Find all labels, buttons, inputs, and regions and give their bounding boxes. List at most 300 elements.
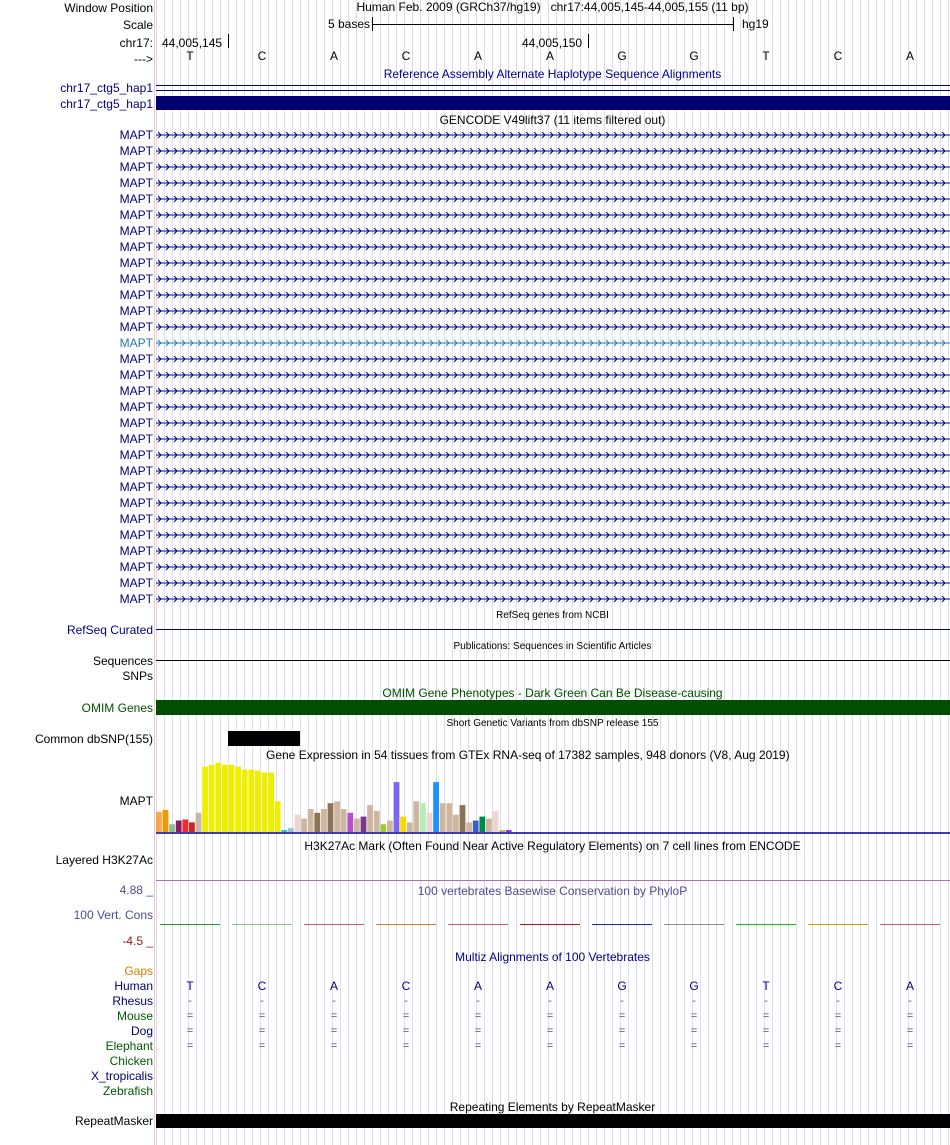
- grid-line: [892, 0, 893, 1145]
- alignment-char: -: [476, 995, 480, 1007]
- alignment-char: -: [404, 995, 408, 1007]
- gtex-tissue-bar: [163, 810, 169, 832]
- grid-line: [188, 0, 189, 1145]
- gencode-label[interactable]: MAPT: [119, 432, 153, 446]
- gtex-tissue-bar: [380, 824, 386, 832]
- grid-line: [932, 0, 933, 1145]
- gencode-label[interactable]: MAPT: [119, 176, 153, 190]
- gtex-tissue-bar: [308, 809, 314, 832]
- alignment-char: =: [474, 1010, 482, 1022]
- alignment-char: =: [402, 1025, 410, 1037]
- grid-line: [524, 0, 525, 1145]
- grid-line: [332, 0, 333, 1145]
- gencode-label[interactable]: MAPT: [119, 304, 153, 318]
- grid-line: [660, 0, 661, 1145]
- gencode-label[interactable]: MAPT: [119, 208, 153, 222]
- refseq-label[interactable]: RefSeq Curated: [66, 623, 153, 637]
- gencode-label[interactable]: MAPT: [119, 560, 153, 574]
- alt-haplotype-title: Reference Assembly Alternate Haplotype Sequence Alignments: [383, 67, 722, 81]
- h3k27ac-label[interactable]: Layered H3K27Ac: [55, 853, 153, 867]
- h3k27ac-title: H3K27Ac Mark (Often Found Near Active Regulatory Elements) on 7 cell lines from ENCODE: [304, 839, 801, 853]
- grid-line: [244, 0, 245, 1145]
- alignment-char: =: [834, 1040, 842, 1052]
- alignment-char: T: [186, 979, 194, 993]
- scale-db: hg19: [742, 17, 769, 31]
- grid-line: [764, 0, 765, 1145]
- scale-bar: [372, 24, 733, 25]
- grid-line: [900, 0, 901, 1145]
- grid-line: [780, 0, 781, 1145]
- gencode-transcript-track[interactable]: [156, 371, 950, 379]
- gencode-label[interactable]: MAPT: [119, 496, 153, 510]
- alt-haplotype-track-1[interactable]: [156, 85, 950, 91]
- alignment-char: -: [548, 995, 552, 1007]
- alignment-char: T: [762, 979, 770, 993]
- gencode-label[interactable]: MAPT: [119, 288, 153, 302]
- gencode-transcript-track[interactable]: [156, 259, 950, 267]
- gtex-tissue-bar: [413, 801, 419, 832]
- alignment-char: G: [689, 979, 699, 993]
- grid-line: [324, 0, 325, 1145]
- gtex-title: Gene Expression in 54 tissues from GTEx RNA-seq of 17382 samples, 948 donors (V8, Aug 2019): [266, 748, 790, 762]
- gencode-label[interactable]: MAPT: [119, 576, 153, 590]
- alignment-char: =: [258, 1010, 266, 1022]
- multiz-species-label[interactable]: Elephant: [105, 1039, 153, 1053]
- phylop-min: -4.5 _: [122, 934, 153, 948]
- grid-line: [412, 0, 413, 1145]
- alignment-char: =: [546, 1025, 554, 1037]
- alt-haplotype-label-2[interactable]: chr17_ctg5_hap1: [60, 97, 153, 111]
- grid-line: [276, 0, 277, 1145]
- grid-line: [940, 0, 941, 1145]
- gencode-label[interactable]: MAPT: [119, 480, 153, 494]
- base: C: [833, 49, 843, 63]
- grid-line: [476, 0, 477, 1145]
- phylop-score-mark: [664, 924, 724, 925]
- h3k27ac-baseline: [156, 880, 950, 881]
- grid-line: [308, 0, 309, 1145]
- base: A: [473, 49, 482, 63]
- grid-line: [492, 0, 493, 1145]
- gencode-label[interactable]: MAPT: [119, 512, 153, 526]
- gtex-tissue-bar: [268, 773, 274, 833]
- gencode-transcript-track[interactable]: [156, 163, 950, 171]
- grid-line: [572, 0, 573, 1145]
- alignment-char: =: [906, 1025, 914, 1037]
- gtex-tissue-bar: [328, 803, 334, 832]
- gencode-label[interactable]: MAPT: [119, 416, 153, 430]
- gencode-transcript-track[interactable]: [156, 323, 950, 331]
- grid-line: [500, 0, 501, 1145]
- grid-line: [284, 0, 285, 1145]
- gencode-label[interactable]: MAPT: [119, 160, 153, 174]
- gencode-transcript-track[interactable]: [156, 419, 950, 427]
- phylop-score-mark: [160, 924, 220, 925]
- phylop-score-mark: [592, 924, 652, 925]
- grid-line: [628, 0, 629, 1145]
- position-left: 44,005,145: [162, 36, 223, 50]
- gencode-label[interactable]: MAPT: [119, 352, 153, 366]
- grid-line: [420, 0, 421, 1145]
- gencode-transcript-track[interactable]: [156, 339, 950, 347]
- phylop-score-mark: [232, 924, 292, 925]
- grid-line: [772, 0, 773, 1145]
- base: C: [401, 49, 411, 63]
- gencode-transcript-track[interactable]: [156, 355, 950, 363]
- gencode-transcript-track[interactable]: [156, 563, 950, 571]
- gtex-tissue-bar: [354, 819, 360, 832]
- grid-line: [748, 0, 749, 1145]
- repeatmasker-track[interactable]: [156, 1114, 950, 1128]
- grid-line: [836, 0, 837, 1145]
- alignment-char: -: [332, 995, 336, 1007]
- gtex-tissue-bar: [367, 805, 373, 832]
- gtex-tissue-bar: [314, 813, 320, 832]
- grid-line: [348, 0, 349, 1145]
- gtex-tissue-bar: [262, 773, 268, 833]
- grid-line: [516, 0, 517, 1145]
- gtex-tissue-bar: [301, 819, 307, 832]
- grid-line: [788, 0, 789, 1145]
- grid-line: [916, 0, 917, 1145]
- grid-line: [436, 0, 437, 1145]
- grid-line: [884, 0, 885, 1145]
- gencode-label[interactable]: MAPT: [119, 464, 153, 478]
- grid-line: [172, 0, 173, 1145]
- gtex-tissue-bar: [347, 813, 353, 832]
- gencode-transcript-track[interactable]: [156, 451, 950, 459]
- base: A: [329, 49, 338, 63]
- grid-line: [532, 0, 533, 1145]
- gencode-transcript-track[interactable]: [156, 387, 950, 395]
- gtex-tissue-bar: [281, 830, 287, 832]
- grid-line: [204, 0, 205, 1145]
- multiz-species-label[interactable]: Dog: [130, 1024, 153, 1038]
- gtex-tissue-bar: [499, 830, 505, 832]
- gtex-tissue-bar: [440, 803, 446, 832]
- gencode-label[interactable]: MAPT: [119, 336, 153, 350]
- grid-line: [196, 0, 197, 1145]
- grid-line: [540, 0, 541, 1145]
- gencode-label[interactable]: MAPT: [119, 592, 153, 606]
- grid-line: [444, 0, 445, 1145]
- gencode-transcript-track[interactable]: [156, 227, 950, 235]
- base: G: [689, 49, 699, 63]
- alignment-char: =: [474, 1025, 482, 1037]
- gtex-tissue-bar: [394, 782, 400, 832]
- gencode-label[interactable]: MAPT: [119, 368, 153, 382]
- alignment-char: =: [402, 1010, 410, 1022]
- grid-line: [428, 0, 429, 1145]
- gencode-transcript-track[interactable]: [156, 211, 950, 219]
- grid-line: [796, 0, 797, 1145]
- gtex-tissue-bar: [235, 767, 241, 832]
- grid-line: [700, 0, 701, 1145]
- grid-line: [868, 0, 869, 1145]
- grid-line: [636, 0, 637, 1145]
- alignment-char: =: [690, 1040, 698, 1052]
- grid-line: [724, 0, 725, 1145]
- grid-line: [380, 0, 381, 1145]
- gencode-transcript-track[interactable]: [156, 403, 950, 411]
- gtex-tissue-bar: [295, 815, 301, 832]
- gtex-tissue-bar: [189, 822, 195, 832]
- grid-line: [908, 0, 909, 1145]
- multiz-species-label[interactable]: Mouse: [116, 1009, 153, 1023]
- gtex-tissue-bar: [255, 771, 261, 832]
- omim-track[interactable]: [156, 700, 950, 715]
- alignment-char: G: [617, 979, 627, 993]
- grid-line: [484, 0, 485, 1145]
- alignment-char: =: [186, 1025, 194, 1037]
- grid-line: [740, 0, 741, 1145]
- gtex-tissue-bar: [427, 813, 433, 832]
- alignment-char: =: [834, 1010, 842, 1022]
- scale-bar-right-tick: [733, 17, 734, 31]
- gencode-transcript-track[interactable]: [156, 515, 950, 523]
- gtex-tissue-bar: [486, 819, 492, 832]
- grid-line: [604, 0, 605, 1145]
- phylop-score-mark: [880, 924, 940, 925]
- gtex-chart[interactable]: [156, 760, 950, 835]
- gtex-tissue-bar: [420, 803, 426, 832]
- publications-track[interactable]: [156, 660, 950, 661]
- gencode-transcript-track[interactable]: [156, 499, 950, 507]
- gencode-title: GENCODE V49lift37 (11 items filtered out): [439, 113, 666, 127]
- grid-line: [388, 0, 389, 1145]
- gencode-label[interactable]: MAPT: [119, 448, 153, 462]
- multiz-species-label[interactable]: X_tropicalis: [90, 1069, 153, 1083]
- gtex-tissue-bar: [506, 830, 512, 832]
- grid-line: [804, 0, 805, 1145]
- gencode-transcript-track[interactable]: [156, 483, 950, 491]
- base: T: [186, 49, 194, 63]
- gencode-transcript-track[interactable]: [156, 579, 950, 587]
- grid-line: [548, 0, 549, 1145]
- gtex-tissue-bar: [275, 801, 281, 832]
- alignment-char: =: [258, 1025, 266, 1037]
- base: T: [762, 49, 770, 63]
- gencode-label[interactable]: MAPT: [119, 192, 153, 206]
- gtex-tissue-bar: [493, 811, 499, 832]
- grid-line: [852, 0, 853, 1145]
- gencode-label[interactable]: MAPT: [119, 544, 153, 558]
- gtex-tissue-bar: [202, 767, 208, 832]
- alignment-char: =: [330, 1025, 338, 1037]
- grid-line: [292, 0, 293, 1145]
- base: C: [257, 49, 267, 63]
- alignment-char: =: [690, 1025, 698, 1037]
- repeatmasker-label[interactable]: RepeatMasker: [74, 1114, 153, 1128]
- gtex-tissue-bar: [209, 765, 215, 832]
- publications-label-snps[interactable]: SNPs: [122, 669, 153, 683]
- phylop-score-mark: [448, 924, 508, 925]
- grid-line: [668, 0, 669, 1145]
- gencode-label[interactable]: MAPT: [119, 224, 153, 238]
- gtex-tissue-bar: [400, 817, 406, 832]
- window-position-label: Window Position: [64, 1, 153, 15]
- alignment-char: =: [618, 1040, 626, 1052]
- grid-line: [180, 0, 181, 1145]
- alignment-char: -: [692, 995, 696, 1007]
- refseq-track[interactable]: [156, 629, 950, 630]
- gencode-transcript-track[interactable]: [156, 195, 950, 203]
- position-left-tick: [228, 34, 229, 48]
- gencode-transcript-track[interactable]: [156, 243, 950, 251]
- gtex-tissue-bar: [242, 770, 248, 832]
- gencode-label[interactable]: MAPT: [119, 528, 153, 542]
- alignment-char: =: [762, 1025, 770, 1037]
- alignment-char: A: [905, 979, 914, 993]
- gencode-transcript-track[interactable]: [156, 435, 950, 443]
- grid-line: [212, 0, 213, 1145]
- gencode-label[interactable]: MAPT: [119, 272, 153, 286]
- gencode-transcript-track[interactable]: [156, 467, 950, 475]
- gencode-label[interactable]: MAPT: [119, 400, 153, 414]
- alignment-char: -: [836, 995, 840, 1007]
- multiz-species-label[interactable]: Rhesus: [112, 994, 153, 1008]
- gencode-label[interactable]: MAPT: [119, 256, 153, 270]
- gencode-transcript-track[interactable]: [156, 595, 950, 603]
- alignment-char: =: [546, 1040, 554, 1052]
- base: A: [545, 49, 554, 63]
- alignment-char: C: [257, 979, 267, 993]
- gtex-label[interactable]: MAPT: [119, 794, 153, 808]
- gencode-label[interactable]: MAPT: [119, 240, 153, 254]
- omim-title: OMIM Gene Phenotypes - Dark Green Can Be Disease-causing: [382, 686, 723, 700]
- gtex-tissue-bar: [229, 765, 235, 832]
- alignment-char: =: [618, 1025, 626, 1037]
- assembly-title: Human Feb. 2009 (GRCh37/hg19) chr17:44,005,145-44,005,155 (11 bp): [356, 0, 749, 14]
- phylop-score-mark: [304, 924, 364, 925]
- grid-line: [620, 0, 621, 1145]
- gtex-tissue-bar: [361, 817, 367, 832]
- grid-line: [948, 0, 949, 1145]
- grid-line: [820, 0, 821, 1145]
- multiz-species-label[interactable]: Gaps: [124, 964, 153, 978]
- grid-line: [564, 0, 565, 1145]
- grid-line: [452, 0, 453, 1145]
- gencode-transcript-track[interactable]: [156, 147, 950, 155]
- refseq-title: RefSeq genes from NCBI: [496, 610, 609, 621]
- dbsnp-label[interactable]: Common dbSNP(155): [34, 732, 153, 746]
- grid-line: [164, 0, 165, 1145]
- alignment-char: -: [260, 995, 264, 1007]
- repeatmasker-title: Repeating Elements by RepeatMasker: [449, 1100, 656, 1114]
- multiz-species-label[interactable]: Chicken: [109, 1054, 153, 1068]
- grid-line: [580, 0, 581, 1145]
- alignment-char: =: [906, 1040, 914, 1052]
- gtex-tissue-bar: [341, 809, 347, 832]
- base: G: [617, 49, 627, 63]
- gencode-label[interactable]: MAPT: [119, 144, 153, 158]
- gtex-tissue-bar: [156, 812, 162, 832]
- alignment-char: =: [402, 1040, 410, 1052]
- gencode-transcript-track[interactable]: [156, 179, 950, 187]
- grid-line: [828, 0, 829, 1145]
- gtex-tissue-bar: [334, 801, 340, 832]
- multiz-title: Multiz Alignments of 100 Vertebrates: [455, 950, 650, 964]
- phylop-score-mark: [736, 924, 796, 925]
- grid-line: [876, 0, 877, 1145]
- phylop-score-mark: [808, 924, 868, 925]
- gtex-tissue-bar: [374, 811, 380, 832]
- strand-label: --->: [134, 52, 153, 66]
- gtex-tissue-bar: [222, 765, 228, 832]
- alignment-char: A: [329, 979, 338, 993]
- base: A: [905, 49, 914, 63]
- grid-line: [220, 0, 221, 1145]
- grid-line: [556, 0, 557, 1145]
- alignment-char: A: [473, 979, 482, 993]
- gencode-label[interactable]: MAPT: [119, 128, 153, 142]
- gtex-tissue-bar: [196, 813, 202, 832]
- grid-line: [268, 0, 269, 1145]
- grid-line: [756, 0, 757, 1145]
- alignment-char: =: [474, 1040, 482, 1052]
- multiz-species-label[interactable]: Human: [114, 979, 153, 993]
- omim-label[interactable]: OMIM Genes: [81, 701, 153, 715]
- alignment-char: =: [618, 1010, 626, 1022]
- grid-line: [708, 0, 709, 1145]
- alignment-char: -: [620, 995, 624, 1007]
- phylop-label[interactable]: 100 Vert. Cons: [73, 908, 153, 922]
- multiz-species-label[interactable]: Zebrafish: [102, 1084, 153, 1098]
- phylop-title: 100 vertebrates Basewise Conservation by PhyloP: [417, 884, 688, 898]
- scale-label: Scale: [122, 18, 153, 32]
- grid-line: [252, 0, 253, 1145]
- alignment-char: C: [833, 979, 843, 993]
- grid-line: [596, 0, 597, 1145]
- gtex-tissue-bar: [407, 822, 413, 832]
- gtex-tissue-bar: [176, 821, 182, 833]
- alignment-char: C: [401, 979, 411, 993]
- gencode-transcript-track[interactable]: [156, 307, 950, 315]
- alignment-char: =: [186, 1040, 194, 1052]
- grid-line: [460, 0, 461, 1145]
- dbsnp-variant[interactable]: [228, 731, 300, 746]
- publications-label-sequences[interactable]: Sequences: [92, 654, 153, 668]
- gencode-label[interactable]: MAPT: [119, 384, 153, 398]
- gencode-transcript-track[interactable]: [156, 531, 950, 539]
- phylop-score-mark: [520, 924, 580, 925]
- grid-line: [404, 0, 405, 1145]
- alt-haplotype-label-1[interactable]: chr17_ctg5_hap1: [60, 81, 153, 95]
- grid-line: [588, 0, 589, 1145]
- grid-line: [676, 0, 677, 1145]
- alignment-char: -: [908, 995, 912, 1007]
- gencode-transcript-track[interactable]: [156, 547, 950, 555]
- gencode-label[interactable]: MAPT: [119, 320, 153, 334]
- alt-haplotype-track-2[interactable]: [156, 96, 950, 110]
- alignment-char: =: [762, 1010, 770, 1022]
- grid-line: [612, 0, 613, 1145]
- gtex-tissue-bar: [215, 763, 221, 832]
- alignment-char: -: [764, 995, 768, 1007]
- gtex-tissue-bar: [446, 803, 452, 832]
- gencode-transcript-track[interactable]: [156, 291, 950, 299]
- gencode-transcript-track[interactable]: [156, 275, 950, 283]
- grid-line: [716, 0, 717, 1145]
- alignment-char: =: [690, 1010, 698, 1022]
- phylop-max: 4.88 _: [119, 883, 153, 897]
- grid-line: [300, 0, 301, 1145]
- gencode-transcript-track[interactable]: [156, 131, 950, 139]
- gtex-tissue-bar: [460, 805, 466, 832]
- gtex-tissue-bar: [433, 782, 439, 832]
- alignment-char: =: [834, 1025, 842, 1037]
- grid-line: [508, 0, 509, 1145]
